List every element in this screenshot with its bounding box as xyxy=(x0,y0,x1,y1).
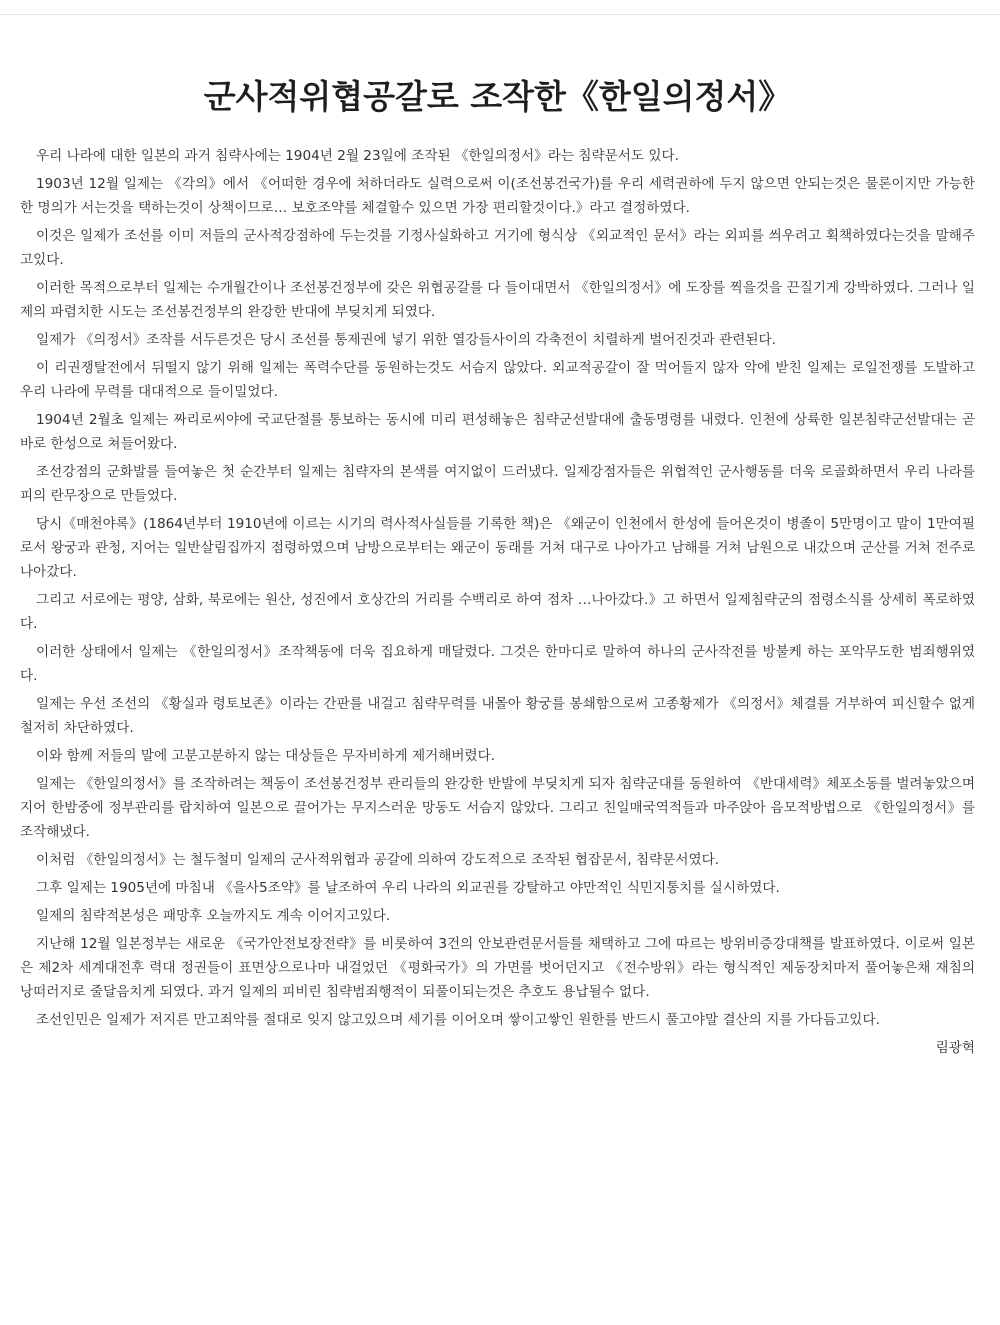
paragraph: 그후 일제는 1905년에 마침내 《을사5조약》를 날조하여 우리 나라의 외교권를 강탈하고 야만적인 식민지통치를 실시하였다. xyxy=(36,880,780,896)
paragraph: 이러한 목적으로부터 일제는 수개월간이나 조선봉건정부에 갖은 위협공갈를 다 들이대면서 《한일의정서》에 도장를 찍을것을 끈질기게 강박하였다. 그러나 일제의 파렴치한 시도는 조선봉건정부의 완강한 반대에 부딪치게 되였다. xyxy=(20,280,975,320)
paragraph: 일제의 침략적본성은 패망후 오늘까지도 계속 이어지고있다. xyxy=(36,908,391,924)
paragraph: 1903년 12월 일제는 《각의》에서 《어떠한 경우에 처하더라도 실력으로써 이(조선봉건국가)를 우리 세력권하에 두지 않으면 안되는것은 물론이지만 가능한한 명의가 서는것을 택하는것이 상책이므로… 보호조약를 체결할수 있으면 가장 편리할것이다.》라고 결정하였다. xyxy=(20,176,975,216)
paragraph: 이와 함께 저들의 말에 고분고분하지 않는 대상들은 무자비하게 제거해버렸다. xyxy=(36,748,496,764)
paragraph: 조선인민은 일제가 저지른 만고죄악를 절대로 잊지 않고있으며 세기를 이어오며 쌓이고쌓인 원한를 반드시 풀고야말 결산의 지를 가다듬고있다. xyxy=(36,1012,880,1028)
paragraph: 이러한 상태에서 일제는 《한일의정서》조작책동에 더욱 집요하게 매달렸다. 그것은 한마디로 말하여 하나의 군사작전를 방불케 하는 포악무도한 범죄행위였다. xyxy=(20,644,975,684)
paragraph: 일제는 우선 조선의 《황실과 령토보존》이라는 간판를 내걸고 침략무력를 내몰아 황궁를 봉쇄함으로써 고종황제가 《의정서》체결를 거부하여 피신할수 없게 철저히 차단하였다. xyxy=(20,696,975,736)
author-byline: 림광혁 xyxy=(935,1040,975,1056)
article-body xyxy=(20,144,975,1032)
paragraph: 일제가 《의정서》조작를 서두른것은 당시 조선를 통제권에 넣기 위한 열강들사이의 각축전이 치렬하게 벌어진것과 관련된다. xyxy=(36,332,776,348)
article xyxy=(20,70,975,1060)
article-title: 군사적위협공갈로 조작한《한일의정서》 xyxy=(203,77,792,116)
paragraph: 우리 나라에 대한 일본의 과거 침략사에는 1904년 2월 23일에 조작된 《한일의정서》라는 침략문서도 있다. xyxy=(36,148,679,164)
paragraph: 일제는 《한일의정서》를 조작하려는 책동이 조선봉건정부 관리들의 완강한 반발에 부딪치게 되자 침략군대를 동원하여 《반대세력》체포소동를 벌려놓았으며 지어 한밤중에 정부관리를 랍치하여 일본으로 끌어가는 무지스러운 망동도 서슴지 않았다. 그리고 친일매국역적들과 마주앉아 음모적방법으로 《한일의정서》를 조작해냈다. xyxy=(20,776,975,840)
paragraph: 조선강점의 군화발를 들여놓은 첫 순간부터 일제는 침략자의 본색를 여지없이 드러냈다. 일제강점자들은 위협적인 군사행동를 더욱 로골화하면서 우리 나라를 피의 란무장으로 만들었다. xyxy=(20,464,975,504)
paragraph: 이것은 일제가 조선를 이미 저들의 군사적강점하에 두는것를 기정사실화하고 거기에 형식상 《외교적인 문서》라는 외피를 씌우려고 획책하였다는것을 말해주고있다. xyxy=(20,228,975,268)
paragraph: 당시《매천야록》(1864년부터 1910년에 이르는 시기의 력사적사실들를 기록한 책)은 《왜군이 인천에서 한성에 들어온것이 병졸이 5만명이고 말이 1만여필로서 왕궁과 관청, 지어는 일반살림집까지 점령하였으며 남방으로부터는 왜군이 동래를 거쳐 대구로 나아가고 남해를 거쳐 남원으로 내갔으며 군산를 거쳐 전주로 나아갔다. xyxy=(20,516,975,580)
paragraph: 1904년 2월초 일제는 짜리로씨야에 국교단절를 통보하는 동시에 미리 편성해놓은 침략군선발대에 출동명령를 내렸다. 인천에 상륙한 일본침략군선발대는 곧바로 한성으로 쳐들어왔다. xyxy=(20,412,975,452)
paragraph: 지난해 12월 일본정부는 새로운 《국가안전보장전략》를 비롯하여 3건의 안보관련문서들를 채택하고 그에 따르는 방위비증강대책를 발표하였다. 이로써 일본은 제2차 세계대전후 력대 정권들이 표면상으로나마 내걸었던 《평화국가》의 가면를 벗어던지고 《전수방위》라는 형식적인 제동장치마저 풀어놓은채 재침의 낭떠러지로 줄달음치게 되였다. 과거 일제의 피비린 침략범죄행적이 되풀이되는것은 추호도 용납될수 없다. xyxy=(20,936,975,1000)
paragraph: 그리고 서로에는 평양, 삼화, 북로에는 원산, 성진에서 호상간의 거리를 수백리로 하여 점차 …나아갔다.》고 하면서 일제침략군의 점령소식를 상세히 폭로하였다. xyxy=(20,592,975,632)
paragraph: 이처럼 《한일의정서》는 철두철미 일제의 군사적위협과 공갈에 의하여 강도적으로 조작된 협잡문서, 침략문서였다. xyxy=(36,852,720,868)
paragraph: 이 리권쟁탈전에서 뒤떨지 않기 위해 일제는 폭력수단를 동원하는것도 서슴지 않았다. 외교적공갈이 잘 먹어들지 않자 악에 받친 일제는 로일전쟁를 도발하고 우리 나라에 무력를 대대적으로 들이밀었다. xyxy=(20,360,975,400)
top-divider xyxy=(0,14,1000,15)
